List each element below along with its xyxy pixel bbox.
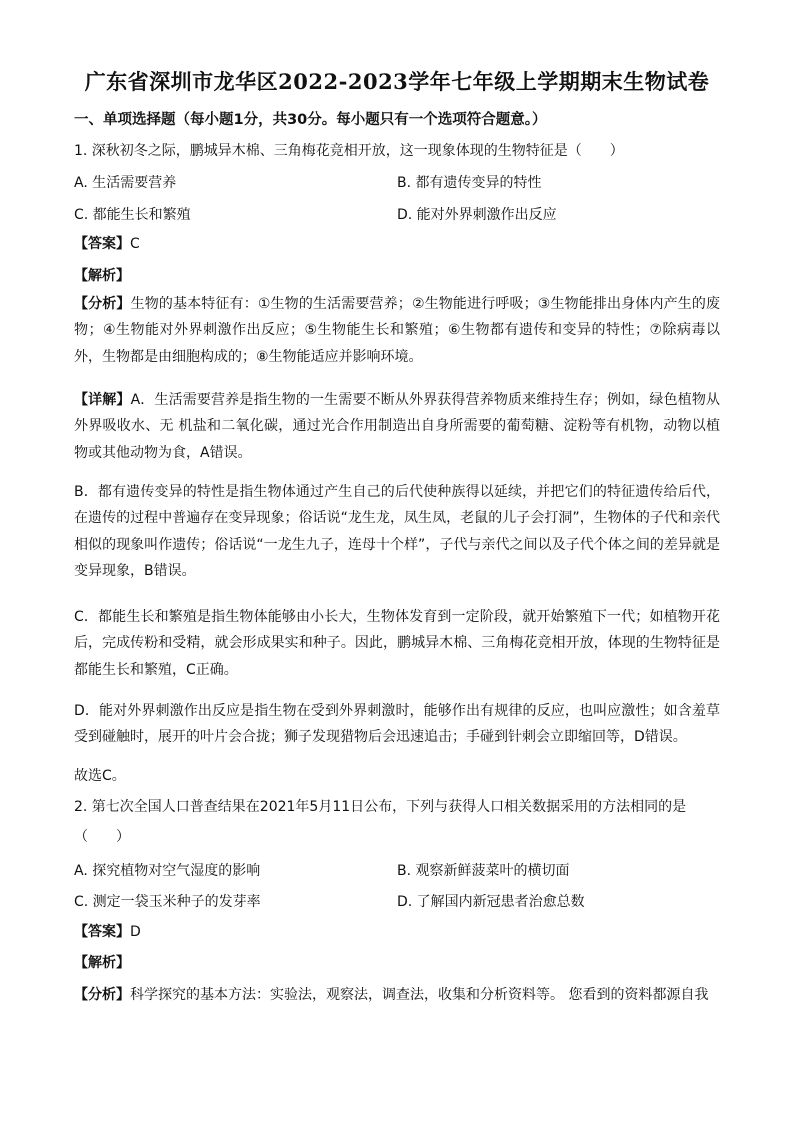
answer-value: D xyxy=(130,924,141,940)
analysis-tag: 【解析】 xyxy=(74,955,130,971)
fenxi-text: 生物的基本特征有：①生物的生活需要营养；②生物能进行呼吸；③生物能排出身体内产生的废物；④生物能对外界刺激作出反应；⑤生物能生长和繁殖；⑥生物都有遗传和变异的特性；⑦除病毒以外，生物都是由细胞构成的；⑧生物能适应并影响环境。 xyxy=(74,296,721,365)
fenxi-tag: 【分析】 xyxy=(74,987,130,1003)
answer-tag: 【答案】 xyxy=(74,236,130,252)
answer-tag: 【答案】 xyxy=(74,924,130,940)
q1-option-d: D. 能对外界刺激作出反应 xyxy=(397,207,557,223)
q1-answer xyxy=(74,233,140,253)
q2-option-c: C. 测定一袋玉米种子的发芽率 xyxy=(74,894,261,910)
fenxi-tag: 【分析】 xyxy=(74,296,131,312)
q1-option-c: C. 都能生长和繁殖 xyxy=(74,207,191,223)
answer-value: C xyxy=(130,236,140,252)
q1-fenxi xyxy=(74,291,720,370)
question-2-stem: 2. 第七次全国人口普查结果在2021年5月11日公布，下列与获得人口相关数据采用的方法相同的是 xyxy=(74,799,687,815)
section-heading: 一、单项选择题（每小题1分，共30分。每小题只有一个选项符合题意。） xyxy=(74,112,547,128)
q2-fenxi xyxy=(74,984,708,1004)
question-2-stem-cont: （ ） xyxy=(74,829,130,845)
analysis-tag: 【解析】 xyxy=(74,268,130,284)
q2-analysis-tag xyxy=(74,952,130,972)
xiangjie-a-text: A．生活需要营养是指生物的一生需要不断从外界获得营养物质来维持生存；例如，绿色植物从外界吸收水、无 机盐和二氧化碳，通过光合作用制造出自身所需要的葡萄糖、淀粉等有机物，动物以植物或其他动物为食，A错误。 xyxy=(74,392,721,461)
q1-xiangjie-c: C．都能生长和繁殖是指生物体能够由小长大，生物体发育到一定阶段，就开始繁殖下一代；如植物开花后，完成传粉和受精，就会形成果实和种子。因此，鹏城异木棉、三角梅花竞相开放，体现的生物特征是都能生长和繁殖，C正确。 xyxy=(74,609,720,678)
fenxi-text: 科学探究的基本方法：实验法，观察法，调查法，收集和分析资料等。 您看到的资料都源自我 xyxy=(130,987,709,1003)
q1-option-a: A. 生活需要营养 xyxy=(74,175,177,191)
q1-conclusion: 故选C。 xyxy=(74,768,126,784)
q1-xiangjie-a xyxy=(74,387,720,466)
q2-answer xyxy=(74,921,141,941)
q1-analysis-tag xyxy=(74,265,130,285)
xiangjie-tag: 【详解】 xyxy=(74,392,131,408)
q1-xiangjie-d: D．能对外界刺激作出反应是指生物在受到外界刺激时，能够作出有规律的反应，也叫应激性；如含羞草受到碰触时，展开的叶片会合拢；狮子发现猎物后会迅速追击；手碰到针刺会立即缩回等，D错误。 xyxy=(74,703,720,746)
q2-option-a: A. 探究植物对空气湿度的影响 xyxy=(74,863,261,879)
q1-option-b: B. 都有遗传变异的特性 xyxy=(397,175,542,191)
q2-option-d: D. 了解国内新冠患者治愈总数 xyxy=(397,894,585,910)
q1-xiangjie-b: B．都有遗传变异的特性是指生物体通过产生自己的后代使种族得以延续，并把它们的特征遗传给后代，在遗传的过程中普遍存在变异现象；俗话说“龙生龙，凤生凤，老鼠的儿子会打洞”，生物体的子代和亲代相似的现象叫作遗传；俗话说“一龙生九子，连母十个样”，子代与亲代之间以及子代个体之间的差异就是变异现象，B错误。 xyxy=(74,484,720,579)
question-1-stem: 1. 深秋初冬之际，鹏城异木棉、三角梅花竞相开放，这一现象体现的生物特征是（ ） xyxy=(74,143,624,159)
page-title: 广东省深圳市龙华区2022-2023学年七年级上学期期末生物试卷 xyxy=(84,69,710,94)
q2-option-b: B. 观察新鲜菠菜叶的横切面 xyxy=(397,863,570,879)
